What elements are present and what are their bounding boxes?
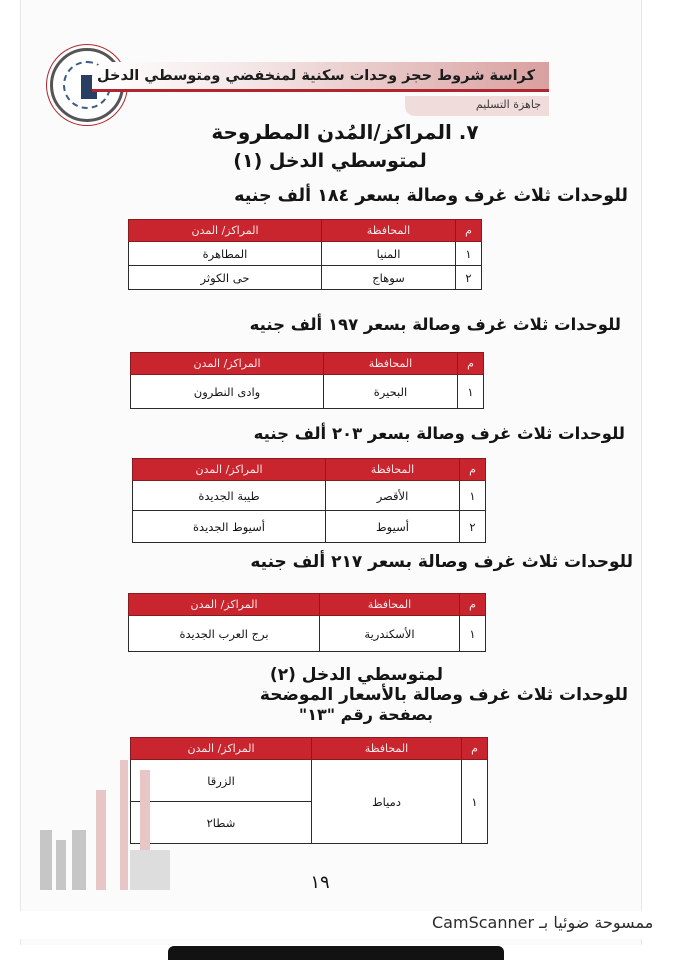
col-cities-header: المراكز/ المدن [129,220,322,242]
row-index: ١ [462,760,488,844]
building-decoration [72,830,86,890]
col-cities-header: المراكز/ المدن [131,353,324,375]
section2-heading: للوحدات ثلاث غرف وصالة بالأسعار الموضحة [259,685,628,705]
governorate-cell: المنيا [322,242,456,266]
col-index-header: م [460,594,486,616]
header-banner [92,62,549,92]
table-row [131,760,488,802]
cities-table-184 [128,219,482,290]
col-governorate-header: المحافظة [322,220,456,242]
banner-title: كراسة شروط حجز وحدات سكنية لمنخفضي ومتوسطي الدخل [97,68,535,84]
col-governorate-header: المحافظة [326,459,460,481]
table-header-row [131,738,488,760]
table-row [131,375,484,409]
col-governorate-header: المحافظة [320,594,460,616]
col-governorate-header: المحافظة [324,353,458,375]
city-cell: المطاهرة [129,242,322,266]
table-header-row [133,459,486,481]
city-cell: برج العرب الجديدة [129,616,320,652]
building-decoration [56,840,66,890]
col-cities-header: المراكز/ المدن [133,459,326,481]
table-header-row [129,220,482,242]
row-index: ٢ [460,511,486,543]
section2-title: لمتوسطي الدخل (٢) [269,665,443,685]
governorate-cell: دمياط [312,760,462,844]
building-decoration [40,830,52,890]
city-cell: الزرقا [131,760,312,802]
table-row [129,266,482,290]
governorate-cell: الأقصر [326,481,460,511]
governorate-cell: أسيوط [326,511,460,543]
governorate-cell: الأسكندرية [320,616,460,652]
col-index-header: م [462,738,488,760]
table-header-row [131,353,484,375]
price-heading-203: للوحدات ثلاث غرف وصالة بسعر ٢٠٣ ألف جنيه [253,424,625,443]
col-index-header: م [456,220,482,242]
table-row [133,511,486,543]
city-cell: طيبة الجديدة [133,481,326,511]
banner-subtitle: جاهزة التسليم [405,96,549,116]
table-row [129,242,482,266]
price-heading-184: للوحدات ثلاث غرف وصالة بسعر ١٨٤ ألف جنيه [234,186,628,206]
cities-table-damietta [130,737,488,844]
city-cell: وادى النطرون [131,375,324,409]
city-cell: شطا٢ [131,802,312,844]
col-cities-header: المراكز/ المدن [131,738,312,760]
col-index-header: م [458,353,484,375]
governorate-cell: البحيرة [324,375,458,409]
row-index: ١ [460,481,486,511]
table-row [133,481,486,511]
scanner-watermark: CamScanner ممسوحة ضوئيا بـ [432,913,654,932]
row-index: ١ [460,616,486,652]
col-cities-header: المراكز/ المدن [129,594,320,616]
governorate-cell: سوهاج [322,266,456,290]
col-governorate-header: المحافظة [312,738,462,760]
price-heading-217: للوحدات ثلاث غرف وصالة بسعر ٢١٧ ألف جنيه [250,552,633,572]
row-index: ٢ [456,266,482,290]
row-index: ١ [458,375,484,409]
screen-bottom-bar [168,946,504,960]
section-title: ٧. المراكز/المُدن المطروحة [211,120,479,144]
cities-table-217 [128,593,486,652]
table-header-row [129,594,486,616]
cities-table-203 [132,458,486,543]
table-row [129,616,486,652]
building-decoration [120,760,128,890]
cities-table-197 [130,352,484,409]
city-cell: حى الكوثر [129,266,322,290]
city-cell: أسيوط الجديدة [133,511,326,543]
row-index: ١ [456,242,482,266]
page-number: ١٩ [310,872,330,893]
section2-heading-page-ref: بصفحة رقم "١٣" [298,705,433,724]
section-subtitle: لمتوسطي الدخل (١) [233,150,427,172]
col-index-header: م [460,459,486,481]
building-decoration [130,850,170,890]
building-decoration [96,790,106,890]
price-heading-197: للوحدات ثلاث غرف وصالة بسعر ١٩٧ ألف جنيه [249,315,621,334]
